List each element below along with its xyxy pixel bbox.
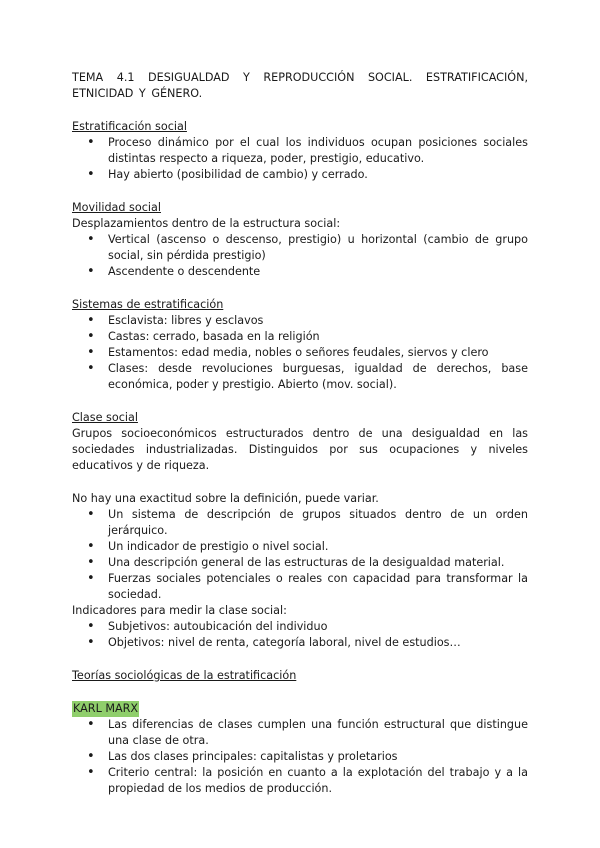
bullet-list: [72, 232, 528, 280]
section-heading: Sistemas de estratificación: [72, 298, 224, 311]
list-item: • Criterio central: la posición en cuanto a la explotación del trabajo y a la propiedad de los medios de producción.: [72, 765, 528, 797]
list-item: • Fuerzas sociales potenciales o reales con capacidad para transformar la sociedad.: [72, 571, 528, 603]
list-item: • Una descripción general de las estructuras de la desigualdad material.: [72, 555, 528, 571]
section-heading: Clase social: [72, 411, 138, 424]
section-karl-marx: [72, 701, 528, 797]
list-item: • Esclavista: libres y esclavos: [72, 313, 528, 329]
paragraph: Indicadores para medir la clase social:: [72, 604, 287, 617]
list-item: • Clases: desde revoluciones burguesas, igualdad de derechos, base económica, poder y prestigio. Abierto (mov. social).: [72, 361, 528, 393]
list-item: • Un indicador de prestigio o nivel social.: [72, 539, 528, 555]
section-heading: Movilidad social: [72, 201, 161, 214]
list-item: • Un sistema de descripción de grupos situados dentro de un orden jerárquico.: [72, 507, 528, 539]
list-item: • Objetivos: nivel de renta, categoría laboral, nivel de estudios…: [72, 635, 528, 651]
section-intro: Desplazamientos dentro de la estructura social:: [72, 217, 341, 230]
list-item: • Las dos clases principales: capitalistas y proletarios: [72, 749, 528, 765]
section-sistemas: [72, 297, 528, 393]
bullet-list: [72, 717, 528, 797]
section-teorias: [72, 668, 528, 684]
section-heading: Teorías sociológicas de la estratificación: [72, 669, 297, 682]
list-item: • Ascendente o descendente: [72, 264, 528, 280]
section-movilidad: [72, 200, 528, 280]
list-item: • Las diferencias de clases cumplen una función estructural que distingue una clase de otra.: [72, 717, 528, 749]
paragraph: Grupos socioeconómicos estructurados dentro de una desigualdad en las sociedades industrializadas. Distinguidos por sus ocupaciones y niveles educativos y de riqueza.: [72, 427, 528, 472]
paragraph: No hay una exactitud sobre la definición, puede variar.: [72, 492, 379, 505]
subheading-row: [72, 701, 528, 717]
bullet-list: [72, 507, 528, 603]
list-item: • Subjetivos: autoubicación del individuo: [72, 619, 528, 635]
list-item: • Hay abierto (posibilidad de cambio) y cerrado.: [72, 167, 528, 183]
section-estratificacion: [72, 119, 528, 183]
bullet-list: [72, 313, 528, 393]
section-heading: Estratificación social: [72, 120, 187, 133]
bullet-list: [72, 619, 528, 651]
list-item: • Proceso dinámico por el cual los individuos ocupan posiciones sociales distintas respecto a riqueza, poder, prestigio, educativo.: [72, 135, 528, 167]
section-definicion: [72, 491, 528, 651]
list-item: • Castas: cerrado, basada en la religión: [72, 329, 528, 345]
list-item: • Vertical (ascenso o descenso, prestigio) u horizontal (cambio de grupo social, sin pérdida prestigio): [72, 232, 528, 264]
highlighted-heading: KARL MARX: [73, 702, 139, 715]
document-title: TEMA 4.1 DESIGUALDAD Y REPRODUCCIÓN SOCIAL. ESTRATIFICACIÓN, ETNICIDAD Y GÉNERO.: [72, 71, 528, 100]
bullet-list: [72, 135, 528, 183]
section-clase-social: [72, 410, 528, 474]
list-item: • Estamentos: edad media, nobles o señores feudales, siervos y clero: [72, 345, 528, 361]
